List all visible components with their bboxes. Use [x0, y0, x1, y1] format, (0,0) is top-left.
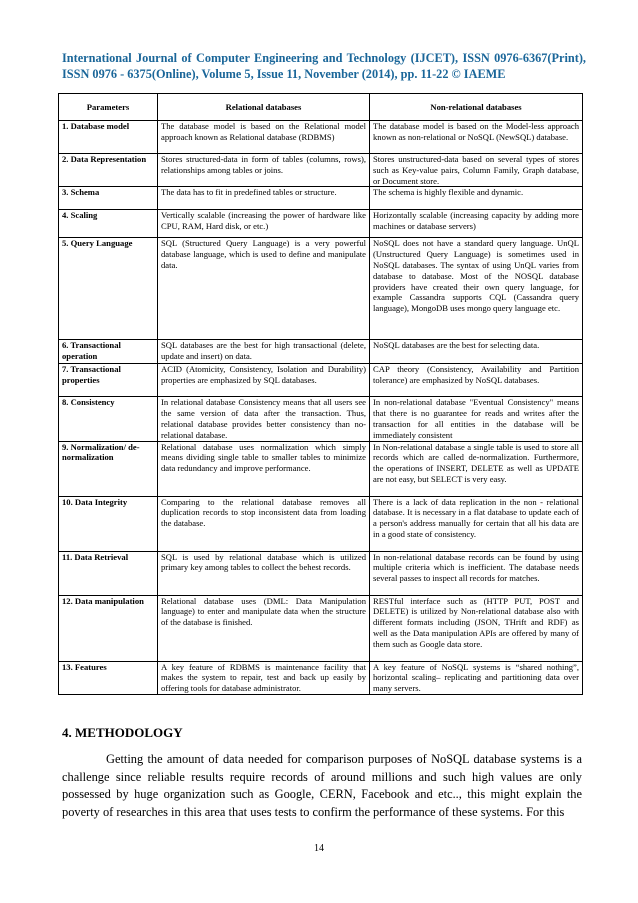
table-row: [59, 187, 583, 210]
nonrelational-cell: RESTful interface such as (HTTP PUT, POST and DELETE) is utilized by Non-relational database also with different formats including (JSON, THrift and RDF) as well as the Data manipulation APIs are offered by many of them such as Google data store.: [370, 595, 583, 661]
table-row: [59, 154, 583, 187]
comparison-table: [58, 93, 583, 695]
relational-cell: ACID (Atomicity, Consistency, Isolation and Durability) properties are emphasized by SQL databases.: [158, 364, 370, 397]
column-header-parameters: Parameters: [59, 94, 158, 121]
relational-cell: Comparing to the relational database removes all duplication records to stop inconsistent data from loading the database.: [158, 496, 370, 551]
nonrelational-cell: The database model is based on the Model-less approach known as non-relational or NoSQL (NewSQL) database.: [370, 121, 583, 154]
table-header-row: [59, 94, 583, 121]
parameter-cell: 11. Data Retrieval: [59, 551, 158, 595]
relational-cell: Stores structured-data in form of tables (columns, rows), relationships among tables or joins.: [158, 154, 370, 187]
relational-cell: SQL (Structured Query Language) is a very powerful database language, which is used to define and manipulate data.: [158, 238, 370, 340]
table-row: [59, 661, 583, 694]
table-row: [59, 364, 583, 397]
relational-cell: Relational database uses normalization which simply means dividing single table to smaller tables to minimize data redundancy and improve performance.: [158, 441, 370, 496]
table-row: [59, 238, 583, 340]
nonrelational-cell: NoSQL databases are the best for selecting data.: [370, 340, 583, 364]
parameter-cell: 5. Query Language: [59, 238, 158, 340]
relational-cell: SQL is used by relational database which is utilized primary key among tables to collect the behest records.: [158, 551, 370, 595]
parameter-cell: 12. Data manipulation: [59, 595, 158, 661]
body-paragraph: Getting the amount of data needed for comparison purposes of NoSQL database systems is a challenge since reliable results require records of around millions and such high values are only possessed by huge organization such as Google, CERN, Facebook and etc.., this might explain the poverty of researches in this area that uses tests to confirm the performance of these systems. For this: [62, 752, 582, 819]
column-header-nonrelational: Non-relational databases: [370, 94, 583, 121]
parameter-cell: 10. Data Integrity: [59, 496, 158, 551]
table-row: [59, 496, 583, 551]
nonrelational-cell: A key feature of NoSQL systems is “shared nothing”, horizontal scaling– replicating and partitioning data over many servers.: [370, 661, 583, 694]
table-row: [59, 397, 583, 441]
nonrelational-cell: In non-relational database records can be found by using multiple criteria which is inefficient. The database needs several passes to inspect all records for matches.: [370, 551, 583, 595]
parameter-cell: 2. Data Representation: [59, 154, 158, 187]
nonrelational-cell: In non-relational database "Eventual Consistency" means that there is no guarantee for reads and writes after the transaction for all entities in the database will be immediately consistent: [370, 397, 583, 441]
relational-cell: Vertically scalable (increasing the power of hardware like CPU, RAM, Hard disk, or etc.): [158, 210, 370, 238]
page-number: 14: [314, 843, 324, 854]
parameter-cell: 9. Normalization/ de-normalization: [59, 441, 158, 496]
parameter-cell: 13. Features: [59, 661, 158, 694]
journal-header: International Journal of Computer Engineering and Technology (IJCET), ISSN 0976-6367(Print), ISSN 0976 - 6375(Online), Volume 5, Issue 11, November (2014), pp. 11-22 © IAEME: [62, 51, 586, 81]
nonrelational-cell: CAP theory (Consistency, Availability and Partition tolerance) are emphasized by NoSQL databases.: [370, 364, 583, 397]
column-header-relational: Relational databases: [158, 94, 370, 121]
section-heading: 4. METHODOLOGY: [62, 725, 183, 740]
table-row: [59, 551, 583, 595]
parameter-cell: 6. Transactional operation: [59, 340, 158, 364]
relational-cell: Relational database uses (DML: Data Manipulation language) to enter and manipulate data when the structure of the database is finished.: [158, 595, 370, 661]
nonrelational-cell: Horizontally scalable (increasing capacity by adding more machines or database servers): [370, 210, 583, 238]
table-row: [59, 340, 583, 364]
table-row: [59, 121, 583, 154]
nonrelational-cell: Stores unstructured-data based on several types of stores such as Key-value pairs, Column Family, Graph database, or Document store.: [370, 154, 583, 187]
relational-cell: The data has to fit in predefined tables or structure.: [158, 187, 370, 210]
table-row: [59, 441, 583, 496]
relational-cell: SQL databases are the best for high transactional (delete, update and insert) on data.: [158, 340, 370, 364]
parameter-cell: 4. Scaling: [59, 210, 158, 238]
table-row: [59, 595, 583, 661]
relational-cell: A key feature of RDBMS is maintenance facility that makes the system to repair, test and back up easily by offering tools for database administrator.: [158, 661, 370, 694]
nonrelational-cell: There is a lack of data replication in the non - relational database. It is necessary in a flat database to update each of a person's address manually for certain that all his data are in a good state of consistency.: [370, 496, 583, 551]
parameter-cell: 8. Consistency: [59, 397, 158, 441]
parameter-cell: 3. Schema: [59, 187, 158, 210]
nonrelational-cell: NoSQL does not have a standard query language. UnQL (Unstructured Query Language) is sometimes used in NoSQL databases. The syntax of using UnQL varies from database to database. Most of the NOSQL database providers have created their own query language, for example Cassandra supports CQL (Cassandra query language), MongoDB uses mongo query language etc.: [370, 238, 583, 340]
relational-cell: The database model is based on the Relational model approach known as Relational database (RDBMS): [158, 121, 370, 154]
nonrelational-cell: The schema is highly flexible and dynamic.: [370, 187, 583, 210]
parameter-cell: 1. Database model: [59, 121, 158, 154]
parameter-cell: 7. Transactional properties: [59, 364, 158, 397]
nonrelational-cell: In Non-relational database a single table is used to store all records which are called de-normalization. Furthermore, the operations of INSERT, DELETE as well as UPDATE are not easy, but SELECT is very easy.: [370, 441, 583, 496]
relational-cell: In relational database Consistency means that all users see the same version of data after the transaction. Thus, relational database provides better consistency than no-relational database.: [158, 397, 370, 441]
table-row: [59, 210, 583, 238]
